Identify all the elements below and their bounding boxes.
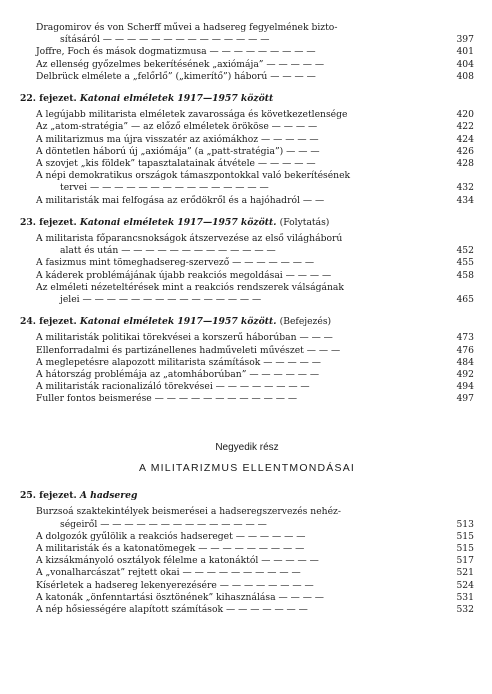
entry-page-number: 484 [456,356,474,368]
entry-page-number: 420 [456,109,474,121]
chapter-title: Katonai elméletek 1917—1957 között. [79,316,277,328]
toc-entry[interactable] [36,592,474,604]
entry-title: Fuller fontos beismerése — — — — — — — — — — — — [36,393,298,405]
toc-entry[interactable] [36,59,474,71]
entry-title: A militarista főparancsnokságok átszervezése az első világháború [36,233,343,245]
entry-page-number: 404 [456,58,474,70]
toc-section [20,490,474,616]
toc-entry[interactable] [36,195,474,207]
chapter-title: A hadsereg [79,490,138,502]
entry-page-number: 428 [456,158,474,170]
entry-title: A népi demokratikus országok támaszpontokkal való bekerítésének [36,170,351,182]
entry-title: A nép hősiességére alapított számítások — — — — — — — [36,603,308,615]
chapter-title: Katonai elméletek 1917—1957 között. [79,216,277,228]
toc-entry[interactable] [36,109,474,121]
entry-title: A „vonalharcászat” rejtett okai — — — — — — — — — — [36,567,301,579]
entry-title: A dolgozók gyűlölik a reakciós hadsereget — — — — — — [36,530,306,542]
chapter-note: (Folytatás) [279,216,330,228]
entry-title: A legújabb militarista elméletek zavarossága és következetlensége [36,109,348,121]
entry-title: A káderek problémájának újabb reakciós megoldásai — — — — [36,269,332,281]
entry-title: A kizsákmányoló osztályok félelme a katonáktól — — — — — [36,555,319,567]
toc-entry[interactable] [36,381,474,393]
toc-entry[interactable] [36,531,474,543]
entry-title: A meglepetésre alapozott militarista számítások — — — — — [36,356,321,368]
entry-title: Az „atom-stratégia” — az előző elméletek örököse — — — — [36,121,318,133]
entry-title: Joffre, Foch és mások dogmatizmusa — — — — — — — — — [36,46,316,58]
part-title: A MILITARIZMUS ELLENTMONDÁSAI [138,461,356,474]
entry-page-number: 524 [456,579,474,591]
entry-page-number: 513 [456,518,474,530]
toc-sections-after [20,490,474,616]
entry-page-number: 426 [456,145,474,157]
entry-title: Burzsoá szaktekintélyek beismerései a hadseregszervezés nehéz- [36,506,341,518]
chapter-number: 23. fejezet. [20,216,77,228]
entry-title-continuation: jelei — — — — — — — — — — — — — — — [60,294,262,306]
entry-page-number: 434 [456,194,474,206]
entry-page-number: 521 [456,567,474,579]
entry-page-number: 408 [456,70,474,82]
toc-sections-before [20,22,474,406]
toc-entry[interactable] [36,257,474,269]
entry-page-number: 531 [456,591,474,603]
toc-entry[interactable] [36,357,474,369]
toc-entry[interactable] [36,270,474,282]
entry-title: Dragomirov és von Scherff művei a hadsereg fegyelmének bizto- [36,22,338,33]
entry-title: A döntetlen háború új „axiómája” (a „patt-stratégia”) — — — [36,145,320,157]
entry-title: A militaristák mai felfogása az erődökről és a hajóhadról — — [36,194,325,206]
entry-page-number: 532 [456,603,474,615]
toc-entry[interactable] [36,604,474,616]
entry-page-number: 515 [456,542,474,554]
toc-section [20,93,474,207]
entry-page-number: 517 [456,555,474,567]
toc-entry[interactable] [36,580,474,592]
toc-entry[interactable] [36,46,474,58]
entry-title-continuation: sításáról — — — — — — — — — — — — — — [60,34,270,46]
toc-entry[interactable] [36,134,474,146]
entry-title: Ellenforradalmi és partizánellenes hadműveleti művészet — — — [36,344,341,356]
chapter-number: 24. fejezet. [20,316,77,328]
toc-entry[interactable] [36,345,474,357]
entry-page-number: 494 [456,381,474,393]
chapter-note: (Befejezés) [279,316,332,328]
entry-page-number: 397 [456,34,474,46]
toc-entry[interactable] [36,71,474,83]
entry-title-continuation: alatt és után — — — — — — — — — — — — — [60,245,276,257]
part-label: Negyedik rész [215,441,279,453]
toc-section [20,217,474,306]
entry-page-number: 455 [456,257,474,269]
chapter-number: 22. fejezet. [20,93,77,105]
entry-page-number: 452 [456,245,474,257]
entry-title: A militaristák politikai törekvései a korszerű háborúban — — — [36,332,333,344]
entry-page-number: 492 [456,369,474,381]
toc-entry[interactable] [36,543,474,555]
toc-entry[interactable] [36,158,474,170]
chapter-heading [20,490,474,502]
toc-entry[interactable] [36,170,474,194]
toc-entry[interactable] [36,282,474,306]
toc-entry[interactable] [36,555,474,567]
entry-page-number: 401 [456,46,474,58]
toc-section [20,22,474,83]
toc-section [20,316,474,405]
entry-page-number: 473 [456,332,474,344]
chapter-heading [20,93,474,105]
entry-page-number: 432 [456,182,474,194]
entry-page-number: 476 [456,344,474,356]
toc-entry[interactable] [36,233,474,257]
entry-title: A militaristák racionalizáló törekvései — — — — — — — — [36,381,310,393]
entry-title: A militarizmus ma újra visszatér az axiómákhoz — — — — — [36,133,319,145]
entry-page-number: 465 [456,294,474,306]
entry-page-number: 424 [456,133,474,145]
chapter-number: 25. fejezet. [20,490,77,502]
entry-title: Kísérletek a hadsereg lekenyerezésére — — — — — — — — [36,579,314,591]
entry-title: Az ellenség győzelmes bekerítésének „axiómája” — — — — — [36,58,325,70]
toc-entry[interactable] [36,22,474,46]
entry-page-number: 422 [456,121,474,133]
toc-entry[interactable] [36,393,474,405]
entry-title: A szovjet „kis földek” tapasztalatainak átvétele — — — — — [36,158,316,170]
toc-entry[interactable] [36,121,474,133]
entry-title: A katonák „önfenntartási ösztönének” kihasználása — — — — [36,591,324,603]
chapter-title: Katonai elméletek 1917—1957 között [79,93,274,105]
entry-page-number: 458 [456,269,474,281]
entry-title: A hátország problémája az „atomháborúban” — — — — — — [36,369,320,381]
table-of-contents-page [20,22,474,616]
chapter-heading [20,316,474,328]
entry-title: Az elméleti nézeteltérések mint a reakciós rendszerek válságának [36,281,344,293]
entry-page-number: 515 [456,530,474,542]
toc-entry[interactable] [36,146,474,158]
toc-entry[interactable] [36,567,474,579]
entry-title-continuation: ségeiről — — — — — — — — — — — — — — [60,518,267,530]
entry-title: A militaristák és a katonatömegek — — — — — — — — — [36,542,305,554]
entry-title: A fasizmus mint tömeghadsereg-szervező — — — — — — — [36,257,315,269]
entry-title-continuation: tervei — — — — — — — — — — — — — — — [60,182,269,194]
entry-title: Delbrück elmélete a „felőrlő” („kimerítő”) háború — — — — [36,70,316,82]
chapter-heading [20,217,474,229]
toc-entry[interactable] [36,369,474,381]
toc-entry[interactable] [36,506,474,530]
entry-page-number: 497 [456,393,474,405]
toc-entry[interactable] [36,332,474,344]
